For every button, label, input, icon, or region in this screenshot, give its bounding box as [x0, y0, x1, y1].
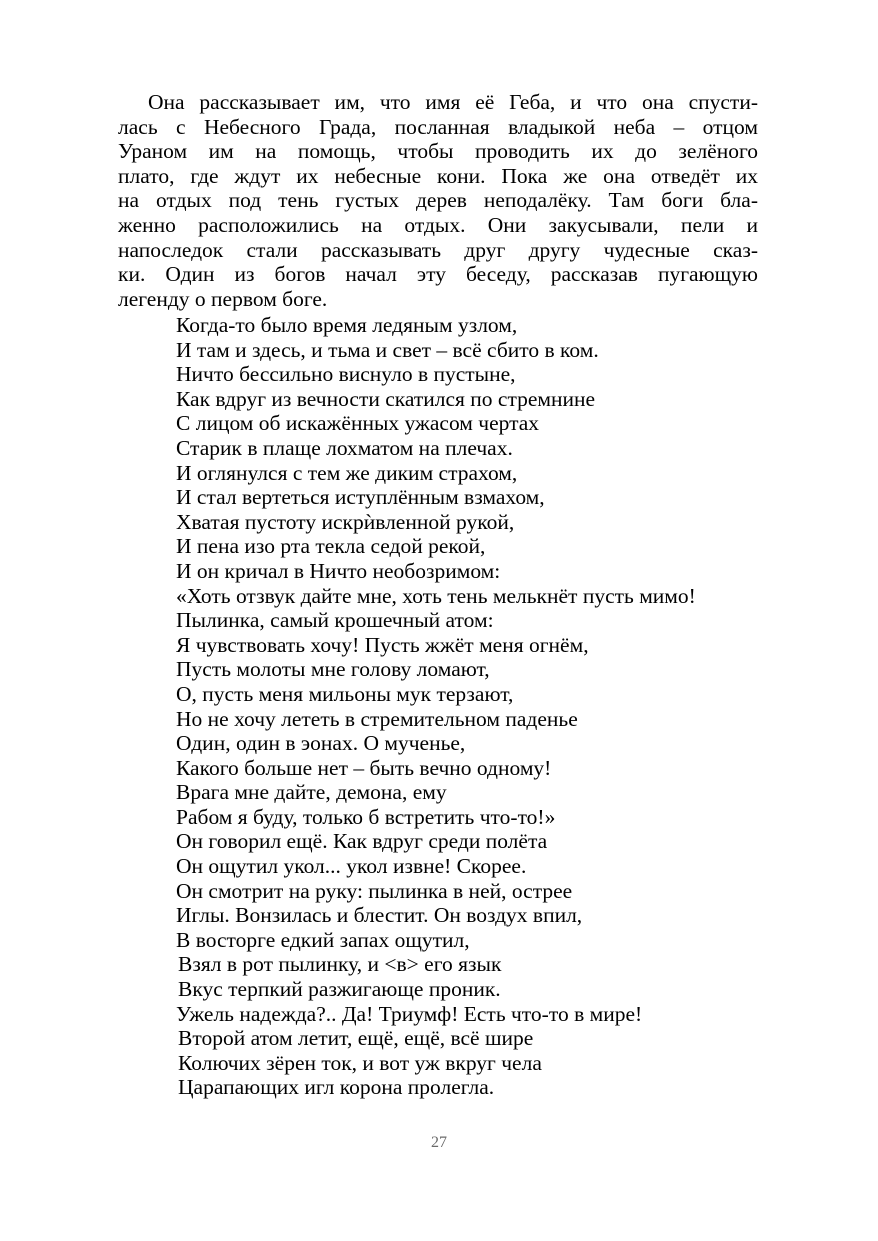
prose-line: на отдых под тень густых дерев неподалёку. Там боги бла-: [118, 188, 758, 213]
poem-line: Пусть молоты мне голову ломают,: [176, 657, 490, 682]
poem-line: Ничто бессильно виснуло в пустыне,: [176, 362, 516, 387]
poem-line: Он смотрит на руку: пылинка в ней, острее: [176, 878, 573, 903]
poem-line: Он говорил ещё. Как вдруг среди полёта: [176, 829, 548, 854]
poem-line: О, пусть меня мильоны мук терзают,: [176, 681, 514, 706]
poem-line: Вкус терпкий разжигающе проник.: [178, 977, 501, 1002]
poem-line: И он кричал в Ничто необозримом:: [176, 558, 501, 583]
poem-line: Один, один в эонах. О мученье,: [176, 731, 466, 756]
poem-line: Ужель надежда?.. Да! Триумф! Есть что-то в мире!: [176, 1001, 643, 1026]
prose-line: лась с Небесного Града, посланная владыкой неба – отцом: [118, 114, 758, 139]
poem-line: Врага мне дайте, демона, ему: [176, 780, 447, 805]
poem-line: И там и здесь, и тьма и свет – всё сбито в ком.: [176, 337, 599, 362]
poem-line: Царапающих игл корона пролегла.: [178, 1075, 495, 1100]
prose-line: Ураном им на помощь, чтобы проводить их до зелёного: [118, 139, 758, 164]
prose-line: ки. Один из богов начал эту беседу, рассказав пугающую: [118, 262, 758, 287]
poem-line: Хватая пустоту искрѝвленной рукой,: [176, 509, 515, 534]
poem-line: Второй атом летит, ещё, ещё, всё шире: [178, 1026, 534, 1051]
page-number: 27: [431, 1134, 447, 1151]
poem-line: Какого больше нет – быть вечно одному!: [176, 755, 552, 780]
poem-line: С лицом об искажённых ужасом чертах: [176, 411, 540, 436]
poem-line: Как вдруг из вечности скатился по стремнине: [176, 386, 596, 411]
prose-line: плато, где ждут их небесные кони. Пока же она отведёт их: [118, 163, 758, 188]
prose-line: легенду о первом боге.: [118, 286, 328, 311]
poem-line: Я чувствовать хочу! Пусть жжёт меня огнём,: [176, 632, 589, 657]
poem-line: Он ощутил укол... укол извне! Скорее.: [176, 854, 527, 879]
poem-line: И пена изо рта текла седой рекой,: [176, 534, 486, 559]
poem-line: И стал вертеться иступлённым взмахом,: [176, 485, 545, 510]
poem-block: [176, 313, 776, 1100]
prose-paragraph: [118, 90, 758, 311]
poem-line: Рабом я буду, только б встретить что-то!»: [176, 804, 556, 829]
prose-line: женно расположились на отдых. Они закусывали, пели и: [118, 212, 758, 237]
poem-line: В восторге едкий запах ощутил,: [176, 927, 470, 952]
poem-line: Пылинка, самый крошечный атом:: [176, 608, 494, 633]
poem-line: Иглы. Вонзилась и блестит. Он воздух впил,: [176, 903, 583, 928]
prose-line: Она рассказывает им, что имя её Геба, и что она спусти-: [148, 90, 758, 114]
poem-line: Взял в рот пылинку, и <в> его язык: [178, 952, 502, 977]
poem-line: Когда-то было время ледяным узлом,: [176, 313, 518, 337]
poem-line: Но не хочу лететь в стремительном паденье: [176, 706, 578, 731]
poem-line: «Хоть отзвук дайте мне, хоть тень мелькнёт пусть мимо!: [176, 583, 696, 608]
prose-line: напоследок стали рассказывать друг другу чудесные сказ-: [118, 237, 758, 262]
poem-line: И оглянулся с тем же диким страхом,: [176, 460, 518, 485]
poem-line: Старик в плаще лохматом на плечах.: [176, 435, 513, 460]
poem-line: Колючих зёрен ток, и вот уж вкруг чела: [178, 1050, 542, 1075]
